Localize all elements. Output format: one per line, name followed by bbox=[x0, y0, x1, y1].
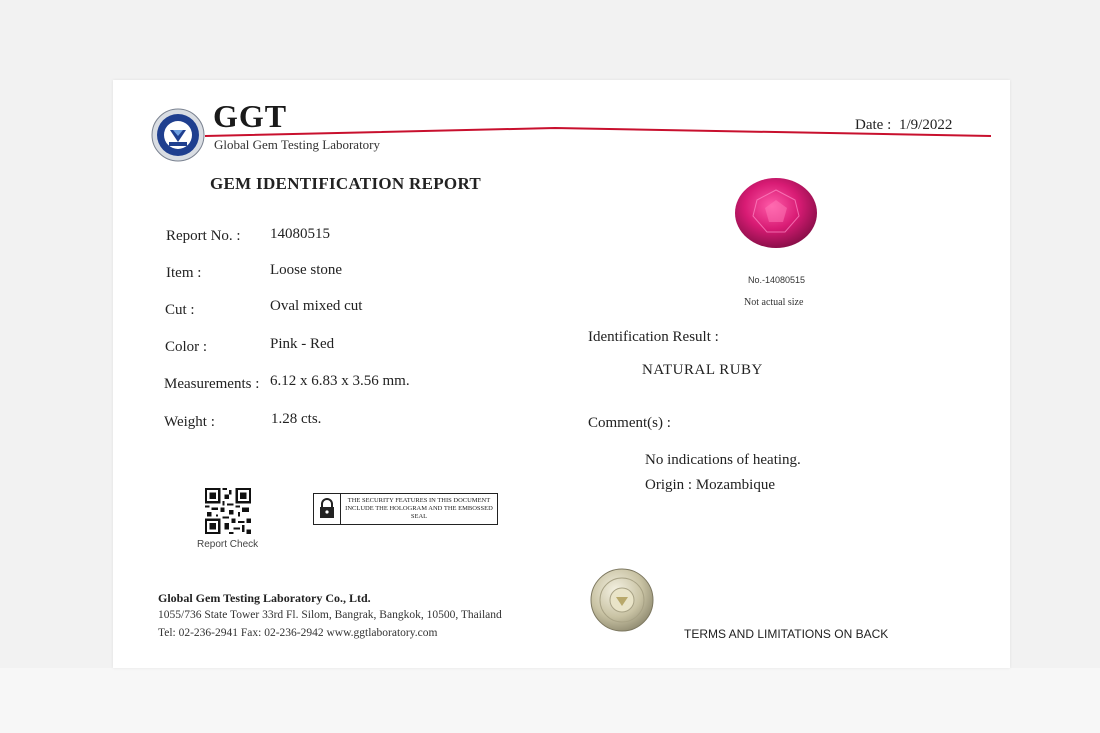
gemstone-image bbox=[733, 176, 819, 250]
embossed-seal-icon bbox=[590, 568, 654, 632]
gem-number: No.-14080515 bbox=[748, 275, 806, 285]
item-label: Item : bbox=[166, 265, 202, 281]
weight-value: 1.28 cts. bbox=[271, 411, 322, 427]
security-notice bbox=[313, 493, 498, 525]
lock-icon bbox=[314, 494, 341, 524]
item-value: Loose stone bbox=[270, 262, 343, 278]
report-no-value: 14080515 bbox=[270, 226, 330, 242]
date-value: 1/9/2022 bbox=[899, 117, 953, 133]
brand-name: GGT bbox=[213, 98, 288, 134]
terms-notice: TERMS AND LIMITATIONS ON BACK bbox=[684, 627, 889, 641]
measurements-value: 6.12 x 6.83 x 3.56 mm. bbox=[270, 373, 410, 389]
measurements-label: Measurements : bbox=[164, 376, 260, 392]
report-card bbox=[113, 80, 1010, 668]
color-value: Pink - Red bbox=[270, 336, 335, 352]
security-text: THE SECURITY FEATURES IN THIS DOCUMENT INCLUDE THE HOLOGRAM AND THE EMBOSSED SEAL bbox=[345, 497, 493, 520]
brand-subtitle: Global Gem Testing Laboratory bbox=[214, 137, 381, 152]
cut-label: Cut : bbox=[165, 302, 195, 318]
cut-value: Oval mixed cut bbox=[270, 298, 363, 314]
qr-code-icon[interactable] bbox=[205, 488, 251, 534]
company-name: Global Gem Testing Laboratory Co., Ltd. bbox=[158, 591, 371, 605]
comment-line-2: Origin : Mozambique bbox=[645, 477, 775, 493]
company-address: 1055/736 State Tower 33rd Fl. Silom, Bangrak, Bangkok, 10500, Thailand bbox=[158, 609, 502, 621]
comments-label: Comment(s) : bbox=[588, 415, 671, 431]
weight-label: Weight : bbox=[164, 414, 215, 430]
comment-line-1: No indications of heating. bbox=[645, 452, 801, 468]
color-label: Color : bbox=[165, 339, 208, 355]
ggt-logo-icon bbox=[151, 108, 205, 162]
identification-label: Identification Result : bbox=[588, 329, 719, 345]
identification-result: NATURAL RUBY bbox=[642, 362, 763, 378]
gem-size-note: Not actual size bbox=[744, 297, 804, 308]
date-label: Date : bbox=[855, 117, 892, 133]
report-title: GEM IDENTIFICATION REPORT bbox=[210, 174, 482, 193]
background-bottom bbox=[0, 668, 1100, 733]
company-contact: Tel: 02-236-2941 Fax: 02-236-2942 www.ggtlaboratory.com bbox=[158, 627, 438, 639]
report-no-label: Report No. : bbox=[166, 228, 241, 244]
report-check-label: Report Check bbox=[197, 539, 259, 550]
